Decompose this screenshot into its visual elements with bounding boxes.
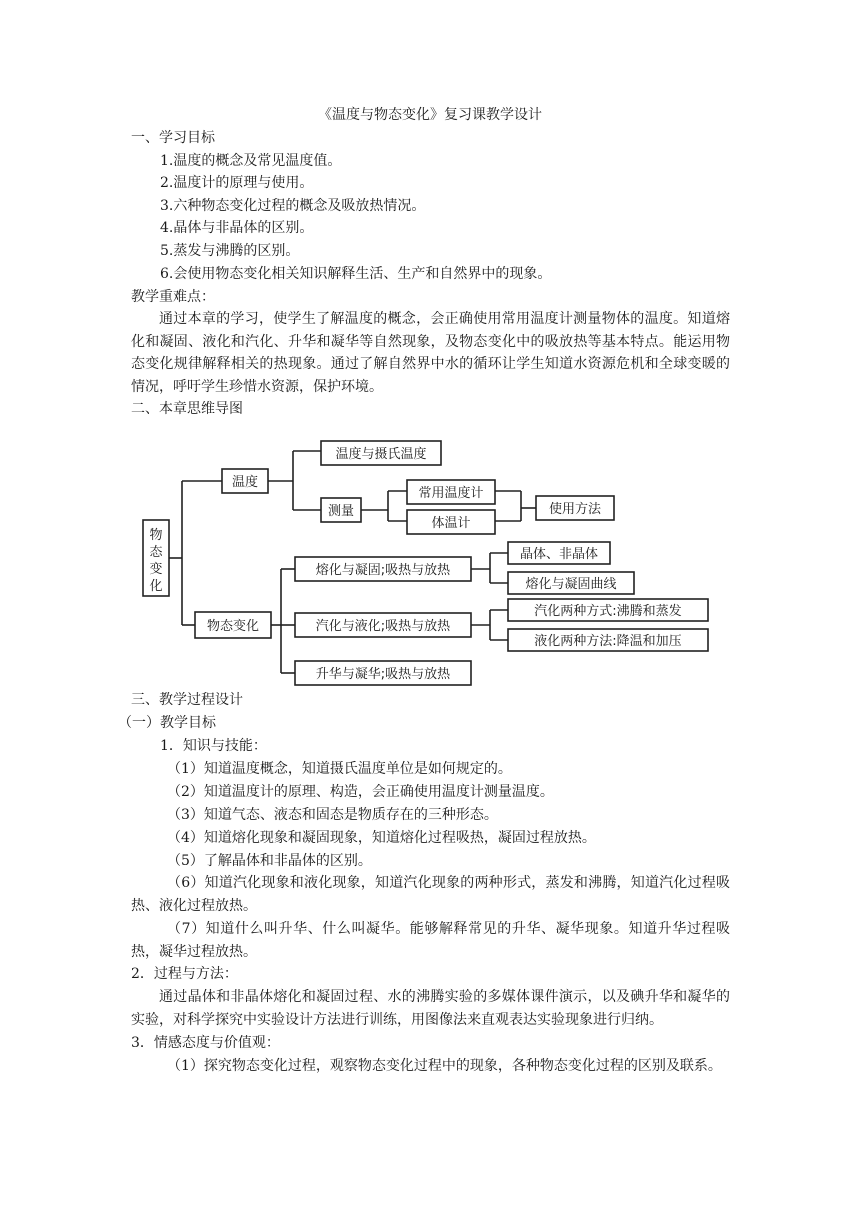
attitude-item: （1）探究物态变化过程，观察物态变化过程中的现象，各种物态变化过程的区别及联系。 (167, 1058, 722, 1074)
mind-map-diagram (135, 435, 715, 690)
subsection-heading-goals: （一）教学目标 (118, 715, 216, 731)
mindmap-node-liquefaction-ways: 液化两种方法:降温和加压 (534, 634, 682, 649)
mindmap-node-temperature: 温度 (231, 475, 259, 490)
mindmap-root-label: 物态变化 (149, 528, 163, 594)
knowledge-item: （5）了解晶体和非晶体的区别。 (167, 853, 372, 869)
document-title: 《温度与物态变化》复习课教学设计 (318, 107, 542, 123)
objective-item: 2.温度计的原理与使用。 (160, 175, 314, 191)
objective-item: 4.晶体与非晶体的区别。 (160, 220, 314, 236)
mindmap-node-common-thermometer: 常用温度计 (418, 486, 484, 501)
mindmap-node-vaporization: 汽化与液化;吸热与放热 (315, 619, 451, 634)
knowledge-item: （4）知道熔化现象和凝固现象，知道熔化过程吸热，凝固过程放热。 (167, 830, 596, 846)
mindmap-node-melting-curve: 熔化与凝固曲线 (525, 577, 617, 592)
mindmap-node-measure: 测量 (327, 504, 355, 519)
attitude-heading: 3．情感态度与价值观： (131, 1035, 280, 1051)
knowledge-item: （2）知道温度计的原理、构造，会正确使用温度计测量温度。 (167, 784, 554, 800)
mindmap-node-sublimation: 升华与凝华;吸热与放热 (315, 667, 451, 682)
mindmap-node-crystal: 晶体、非晶体 (519, 547, 599, 562)
objective-item: 1.温度的概念及常见温度值。 (160, 153, 342, 169)
knowledge-item: （7）知道什么叫升华、什么叫凝华。能够解释常见的升华、凝华现象。知道升华过程吸热，凝华过程放热。 (131, 921, 730, 960)
knowledge-item: （3）知道气态、液态和固态是物质存在的三种形态。 (167, 807, 498, 823)
mindmap-node-vaporization-ways: 汽化两种方式:沸腾和蒸发 (534, 604, 682, 619)
mindmap-node-temp-scale: 温度与摄氏温度 (335, 447, 427, 462)
section-heading-process: 三、教学过程设计 (131, 692, 243, 708)
mindmap-node-body-thermometer: 体温计 (431, 516, 471, 531)
knowledge-item: （6）知道汽化现象和液化现象，知道汽化现象的两种形式，蒸发和沸腾，知道汽化过程吸热、液化过程放热。 (131, 875, 730, 914)
objective-item: 3.六种物态变化过程的概念及吸放热情况。 (160, 198, 426, 214)
mindmap-node-usage: 使用方法 (548, 502, 602, 517)
objective-item: 5.蒸发与沸腾的区别。 (160, 243, 300, 259)
process-paragraph: 通过晶体和非晶体熔化和凝固过程、水的沸腾实验的多媒体课件演示，以及碘升华和凝华的实验，对科学探究中实验设计方法进行训练，用图像法来直观表达实验现象进行归纳。 (131, 989, 730, 1028)
key-points-heading: 教学重难点： (131, 289, 215, 305)
section-heading-objectives: 一、学习目标 (131, 130, 215, 146)
objective-item: 6.会使用物态变化相关知识解释生活、生产和自然界中的现象。 (160, 266, 552, 282)
mindmap-node-state-change: 物态变化 (206, 619, 260, 634)
mindmap-node-melting: 熔化与凝固;吸热与放热 (315, 563, 451, 578)
key-points-paragraph: 通过本章的学习，使学生了解温度的概念，会正确使用常用温度计测量物体的温度。知道熔化和凝固、液化和汽化、升华和凝华等自然现象，及物态变化中的吸放热等基本特点。能运用物态变化规律解释相关的热现象。通过了解自然界中水的循环让学生知道水资源危机和全球变暖的情况，呼吁学生珍惜水资源，保护环境。 (131, 311, 730, 395)
process-heading: 2．过程与方法： (131, 966, 238, 982)
section-heading-mindmap: 二、本章思维导图 (131, 401, 243, 417)
knowledge-heading: 1．知识与技能： (160, 738, 267, 754)
knowledge-item: （1）知道温度概念，知道摄氏温度单位是如何规定的。 (167, 761, 512, 777)
